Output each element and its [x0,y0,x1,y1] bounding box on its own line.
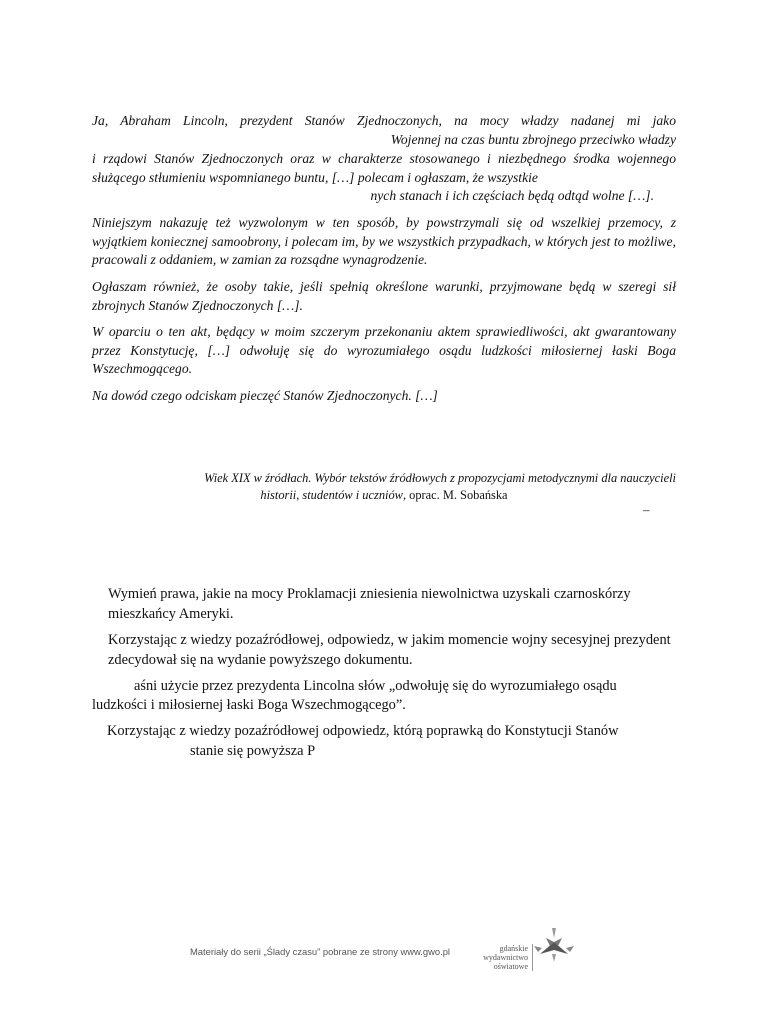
publisher-name [480,944,533,971]
citation-title-cont: historii, studentów i uczniów [260,488,403,502]
task-2-text: Korzystając z wiedzy pozaźródłowej, odpowiedz, w jakim momencie wojny secesyjnej prezydent zdecydował się na wydanie powyższego dokumentu. [108,632,671,668]
source-line-1: Ja, Abraham Lincoln, prezydent Stanów Zjednoczonych, na mocy władzy nadanej mi jako [92,113,676,128]
publisher-line-3: oświatowe [493,962,528,971]
task-4-line-1: Korzystając z wiedzy pozaźródłowej odpowiedz, którą poprawką do Konstytucji Stanów [107,723,619,739]
task-3-line-1: aśni użycie przez prezydenta Lincolna słów „odwołuję się do wyrozumiałego osądu [134,678,617,694]
source-paragraph-5: Na dowód czego odciskam pieczęć Stanów Zjednoczonych. […] [92,388,438,403]
citation-title: Wiek XIX w źródłach. Wybór tekstów źródłowych z propozycjami metodycznymi dla nauczycieli [204,471,676,485]
citation-dash: – [643,502,650,517]
source-line-3: i rządowi Stanów Zjednoczonych oraz w charakterze stosowanego i niezbędnego środka wojennego służącego stłumieniu wspomnianego buntu, […] polecam i ogłaszam, że wszystkie [92,151,676,185]
source-paragraph-3: Ogłaszam również, że osoby takie, jeśli spełnią określone warunki, przyjmowane będą w szeregi sił zbrojnych Stanów Zjednoczonych […]. [92,279,676,313]
task-1-text: Wymień prawa, jakie na mocy Proklamacji zniesienia niewolnictwa uzyskali czarnoskórzy mieszkańcy Ameryki. [108,586,631,622]
task-4-line-2: stanie się powyższa P [190,743,316,759]
task-1 [92,584,676,624]
source-line-4: nych stanach i ich częściach będą odtąd wolne […]. [370,188,654,203]
task-2 [92,630,676,670]
citation-line-2 [92,487,676,504]
publisher-line-2: wydawnictwo [483,953,528,962]
source-paragraph-2: Niniejszym nakazuję też wyzwolonym w ten sposób, by powstrzymali się od wszelkiej przemocy, z wyjątkiem koniecznej samoobrony, i polecam im, by we wszystkich przypadkach, w których jest to możliwe, pracowali z oddaniem, w zamian za rozsądne wynagrodzenie. [92,215,676,267]
task-3-line-2: ludzkości i miłosiernej łaski Boga Wszechmogącego”. [92,697,406,713]
publisher-line-1: gdańskie [499,944,528,953]
footer-text: Materiały do serii „Ślady czasu” pobrane ze strony www.gwo.pl [190,946,451,957]
gwo-logo-icon [532,924,576,969]
source-line-2: Wojennej na czas buntu zbrojnego przeciwko władzy [390,132,676,147]
citation-title-line-1 [92,470,676,487]
source-paragraph-4: W oparciu o ten akt, będący w moim szczerym przekonaniu aktem sprawiedliwości, akt gwarantowany przez Konstytucję, […] odwołuję się do wyrozumiałego osądu ludzkości miłosiernej łaski Boga Wszechmogącego. [92,324,676,376]
citation-author: , oprac. M. Sobańska [402,488,508,502]
